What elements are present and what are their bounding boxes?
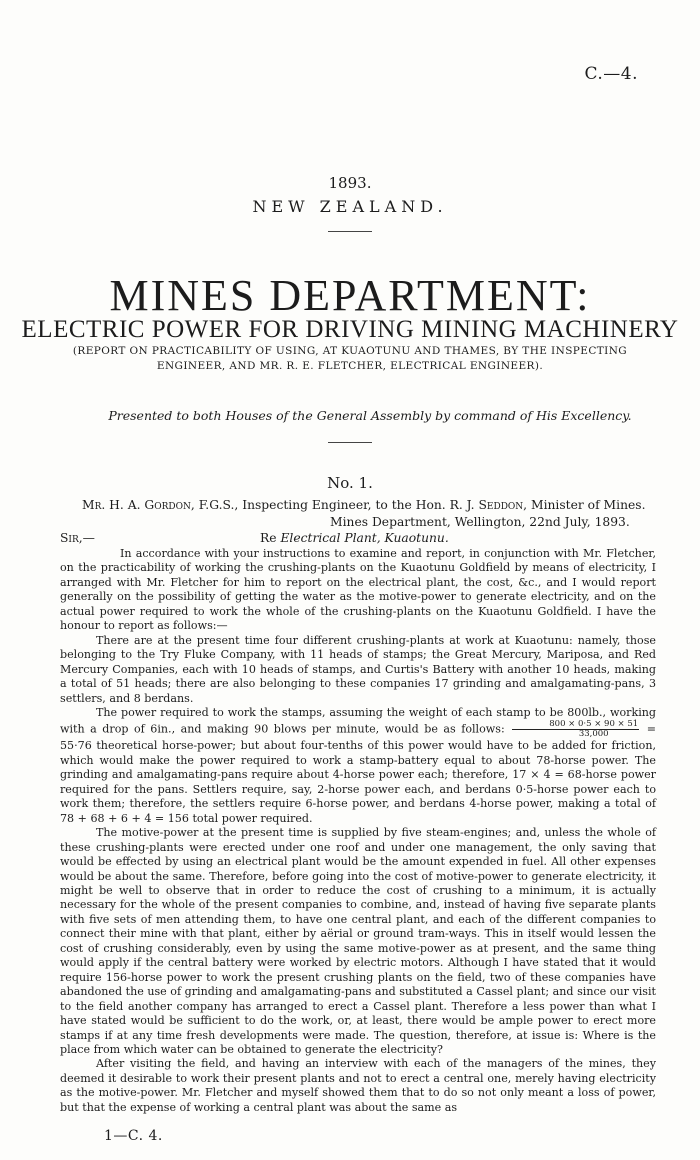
report-subtitle-line1: (REPORT ON PRACTICABILITY OF USING, AT KUAOTUNU AND THAMES, BY THE INSPECTING (72, 345, 628, 357)
page-signature: 1—C. 4. (104, 1128, 163, 1144)
recipient-name: R. J. Seddon (449, 498, 524, 512)
sender-name: Mr. H. A. Gordon (82, 498, 191, 512)
paragraph: After visiting the field, and having an interview with each of the managers of the mines, they deemed it desirable to work their present plants and not to erect a central one, merely having electricity as the motive-power. Mr. Fletcher and myself showed them that to do so not only meant a loss of power, but that the expense of working a central plant was about the same as (60, 1057, 656, 1114)
dateline: Mines Department, Wellington, 22nd July, 1893. (330, 515, 630, 529)
re-line (260, 531, 449, 545)
divider (328, 442, 372, 443)
paragraph-text: = 55·76 theoretical horse-power; but about four-tenths of this power would have to be added for friction, which would make the power required to work a stamp-battery equal to about 78-horse power. The grinding and amalgamating-pans require about 4-horse power each; therefore, 17 × 4 = 68-horse power required for the pans. Settlers require, say, 2-horse power each, and berdans 0·5-horse power each to work them; therefore, the settlers require 6-horse power, and berdans 4-horse power, making a total of 78 + 68 + 6 + 4 = 156 total power required. (60, 722, 657, 825)
fraction-numerator: 800 × 0·5 × 90 × 51 (512, 720, 639, 730)
paragraph: The motive-power at the present time is supplied by five steam-engines; and, unless the whole of these crushing-plants were erected under one roof and under one management, the only saving that would be effected by using an electrical plant would be the amount expended in fuel. All other expenses would be about the same. Therefore, before going into the cost of motive-power to generate electricity, it might be well to observe that in order to reduce the cost of crushing to a minimum, it is actually necessary for the whole of the present companies to combine, and, instead of having five separate plants with five sets of men attending them, to have one central plant, and each of the different companies to connect their mine with that plant, either by aërial or ground tram-ways. This in itself would lessen the cost of crushing considerably, even by using the same motive-power as at present, and the same thing would apply if the central battery were worked by electric motors. Although I have stated that it would require 156-horse power to work the present crushing plants on the field, two of these companies have abandoned the use of grinding and amalgamating-pans and substituted a Cassel plant; and since our visit to the field another company has arranged to erect a Cassel plant. Therefore a less power than what I have stated would be sufficient to do the work, or, at least, there would be ample power to erect more stamps if at any time fresh developments were made. The question, therefore, at issue is: Where is the place from which water can be obtained to generate the electricity? (60, 826, 656, 1056)
report-subject: ELECTRIC POWER FOR DRIVING MINING MACHINERY (21, 316, 679, 343)
fraction (512, 720, 639, 739)
salutation: Sir,— (60, 531, 95, 545)
re-prefix: Re (260, 531, 281, 545)
letter-number: No. 1. (327, 474, 373, 492)
addressee-end: , Minister of Mines. (523, 498, 646, 512)
paragraph-text: The power required to work the stamps, assuming the weight of each stamp to be 800lb., working with a drop of 6in., and making 90 blows per minute, would be as follows: (60, 705, 656, 736)
letter-body (60, 547, 656, 1115)
divider (328, 231, 372, 232)
re-subject: Electrical Plant, Kuaotunu. (280, 531, 449, 545)
paragraph: In accordance with your instructions to examine and report, in conjunction with Mr. Fletcher, on the practicability of working the crushing-plants on the Kuaotunu Goldfield by means of electricity, I arranged with Mr. Fletcher for him to report on the electrical plant, the cost, &c., and I would report generally on the possibility of getting the water as the motive-power to generate electricity, and on the actual power required to work the whole of the crushing-plants on the Kuaotunu Goldfield. I have the honour to report as follows:— (60, 547, 656, 633)
paragraph (60, 706, 656, 826)
addressee-line (82, 498, 662, 512)
department-title: MINES DEPARTMENT: (109, 271, 591, 320)
paragraph: There are at the present time four different crushing-plants at work at Kuaotunu: namely, those belonging to the Try Fluke Company, with 11 heads of stamps; the Great Mercury, Mariposa, and Red Mercury Companies, each with 10 heads of stamps, and Curtis's Battery with another 10 heads, making a total of 51 heads; there are also belonging to these companies 17 grinding and amalgamating-pans, 3 settlers, and 8 berdans. (60, 633, 656, 705)
year: 1893. (328, 174, 372, 192)
report-subtitle-line2: ENGINEER, AND MR. R. E. FLETCHER, ELECTRICAL ENGINEER). (156, 360, 544, 372)
presented-note: Presented to both Houses of the General Assembly by command of His Excellency. (108, 408, 632, 423)
country-heading: NEW ZEALAND. (252, 197, 448, 216)
fraction-denominator: 33,000 (578, 729, 609, 740)
document-code: C.—4. (584, 64, 638, 84)
addressee-text: , F.G.S., Inspecting Engineer, to the Hon. (190, 498, 450, 512)
